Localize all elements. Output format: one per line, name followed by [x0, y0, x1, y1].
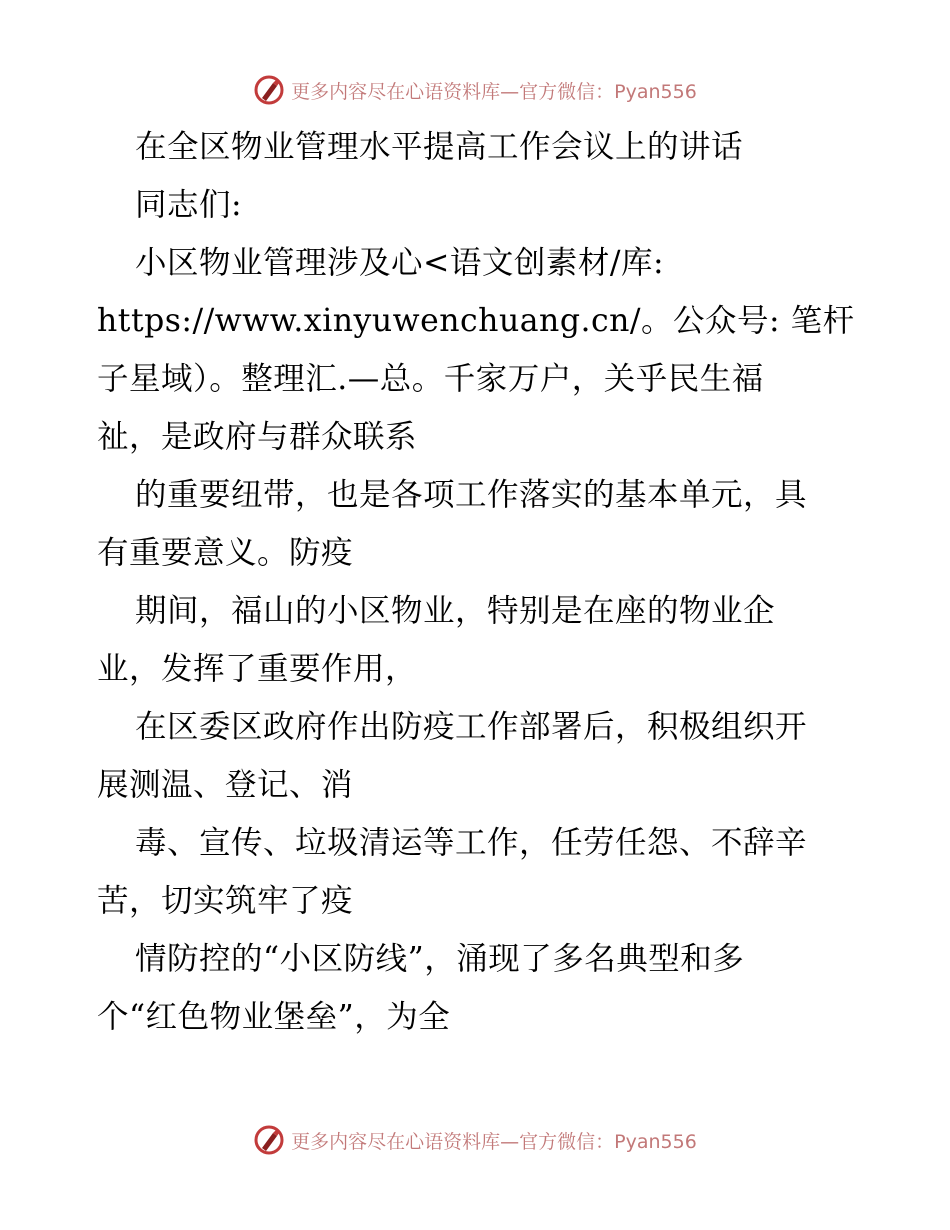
- text-line: 展测温、登记、消: [97, 767, 354, 803]
- text-line: 子星域）。整理汇.—总。千家万户，关乎民生福: [97, 361, 764, 397]
- document-title: 在全区物业管理水平提高工作会议上的讲话: [135, 129, 744, 165]
- header-banner-text: 更多内容尽在心语资料库—官方微信：Pyan556: [291, 80, 697, 103]
- text-line: 的重要纽带，也是各项工作落实的基本单元，具: [135, 477, 808, 513]
- document-body: [97, 118, 857, 1046]
- text-line: https://www.xinyuwenchuang.cn/。公众号: 笔杆: [97, 303, 855, 339]
- text-line: 个“红色物业堡垒”，为全: [97, 999, 451, 1035]
- text-line: 苦，切实筑牢了疫: [97, 883, 354, 919]
- text-line: 毒、宣传、垃圾清运等工作，任劳任怨、不辞辛: [135, 825, 808, 861]
- text-line: 业，发挥了重要作用，: [97, 651, 418, 687]
- text-line: 在区委区政府作出防疫工作部署后，积极组织开: [135, 709, 808, 745]
- pen-logo-icon: [253, 1124, 285, 1156]
- text-line: 祉，是政府与群众联系: [97, 419, 418, 455]
- salutation: 同志们:: [135, 187, 243, 223]
- pen-logo-icon: [253, 74, 285, 106]
- text-line: 期间，福山的小区物业，特别是在座的物业企: [135, 593, 776, 629]
- text-line: 小区物业管理涉及心<语文创素材/库:: [135, 245, 665, 281]
- footer-banner: [0, 1120, 950, 1160]
- footer-banner-text: 更多内容尽在心语资料库—官方微信：Pyan556: [291, 1130, 697, 1153]
- header-banner: [0, 70, 950, 110]
- text-line: 情防控的“小区防线”，涌现了多名典型和多: [135, 941, 745, 977]
- text-line: 有重要意义。防疫: [97, 535, 354, 571]
